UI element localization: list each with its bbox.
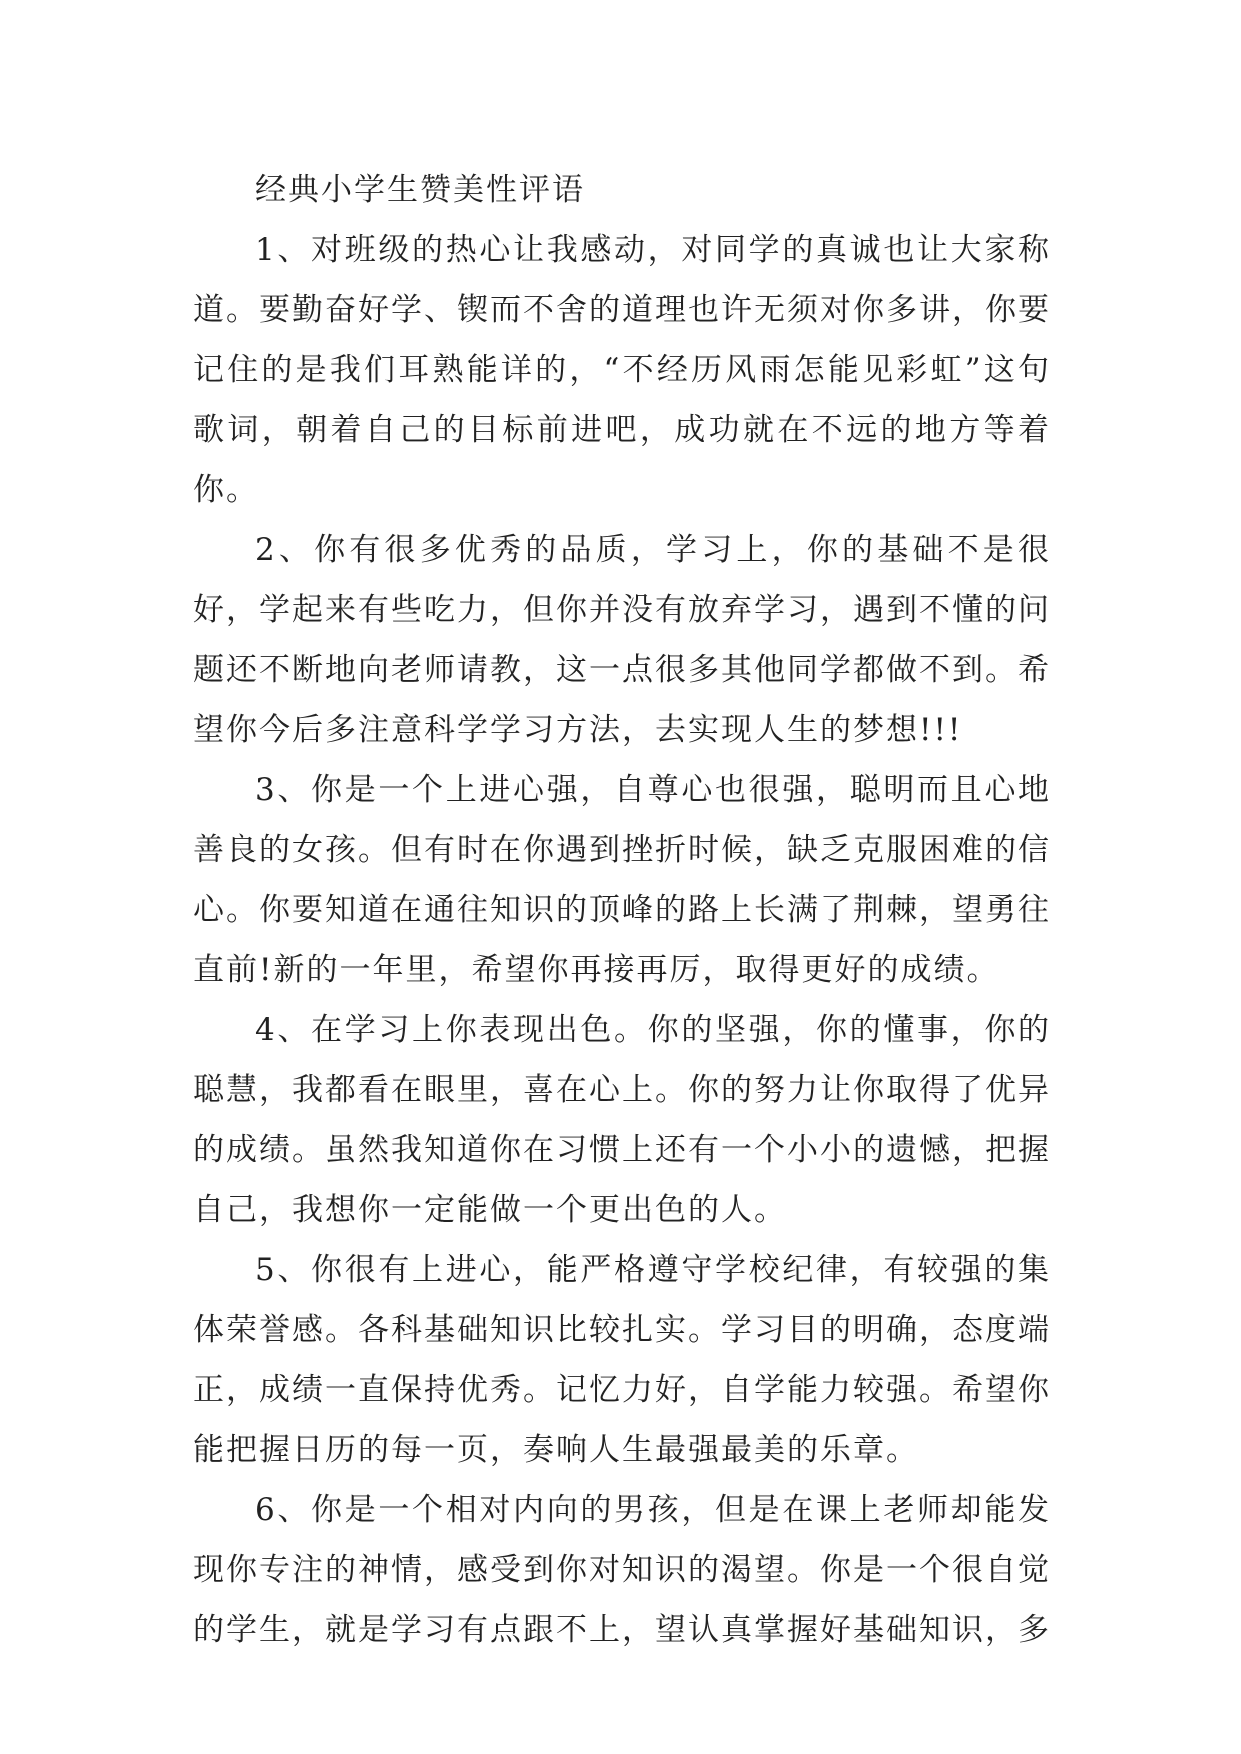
comment-paragraph-4: 4、在学习上你表现出色。你的坚强，你的懂事，你的聪慧，我都看在眼里，喜在心上。你的努力让你取得了优异的成绩。虽然我知道你在习惯上还有一个小小的遗憾，把握自己，我想你一定能做一个更出色的人。: [193, 1012, 1051, 1228]
document-title: 经典小学生赞美性评语: [255, 172, 585, 208]
comment-paragraph-3: 3、你是一个上进心强，自尊心也很强，聪明而且心地善良的女孩。但有时在你遇到挫折时候，缺乏克服困难的信心。你要知道在通往知识的顶峰的路上长满了荆棘，望勇往直前!新的一年里，希望你再接再厉，取得更好的成绩。: [193, 772, 1051, 988]
comment-paragraph-5: 5、你很有上进心，能严格遵守学校纪律，有较强的集体荣誉感。各科基础知识比较扎实。学习目的明确，态度端正，成绩一直保持优秀。记忆力好，自学能力较强。希望你能把握日历的每一页，奏响人生最强最美的乐章。: [193, 1252, 1051, 1468]
comment-paragraph-1: 1、对班级的热心让我感动，对同学的真诚也让大家称道。要勤奋好学、锲而不舍的道理也许无须对你多讲，你要记住的是我们耳熟能详的，“不经历风雨怎能见彩虹”这句歌词，朝着自己的目标前进吧，成功就在不远的地方等着你。: [193, 232, 1051, 508]
comment-paragraph-6: 6、你是一个相对内向的男孩，但是在课上老师却能发现你专注的神情，感受到你对知识的渴望。你是一个很自觉的学生，就是学习有点跟不上，望认真掌握好基础知识，多: [193, 1492, 1051, 1648]
comment-paragraph-2: 2、你有很多优秀的品质，学习上，你的基础不是很好，学起来有些吃力，但你并没有放弃学习，遇到不懂的问题还不断地向老师请教，这一点很多其他同学都做不到。希望你今后多注意科学学习方法，去实现人生的梦想!!!: [193, 532, 1051, 748]
document-body: [193, 160, 1051, 1660]
